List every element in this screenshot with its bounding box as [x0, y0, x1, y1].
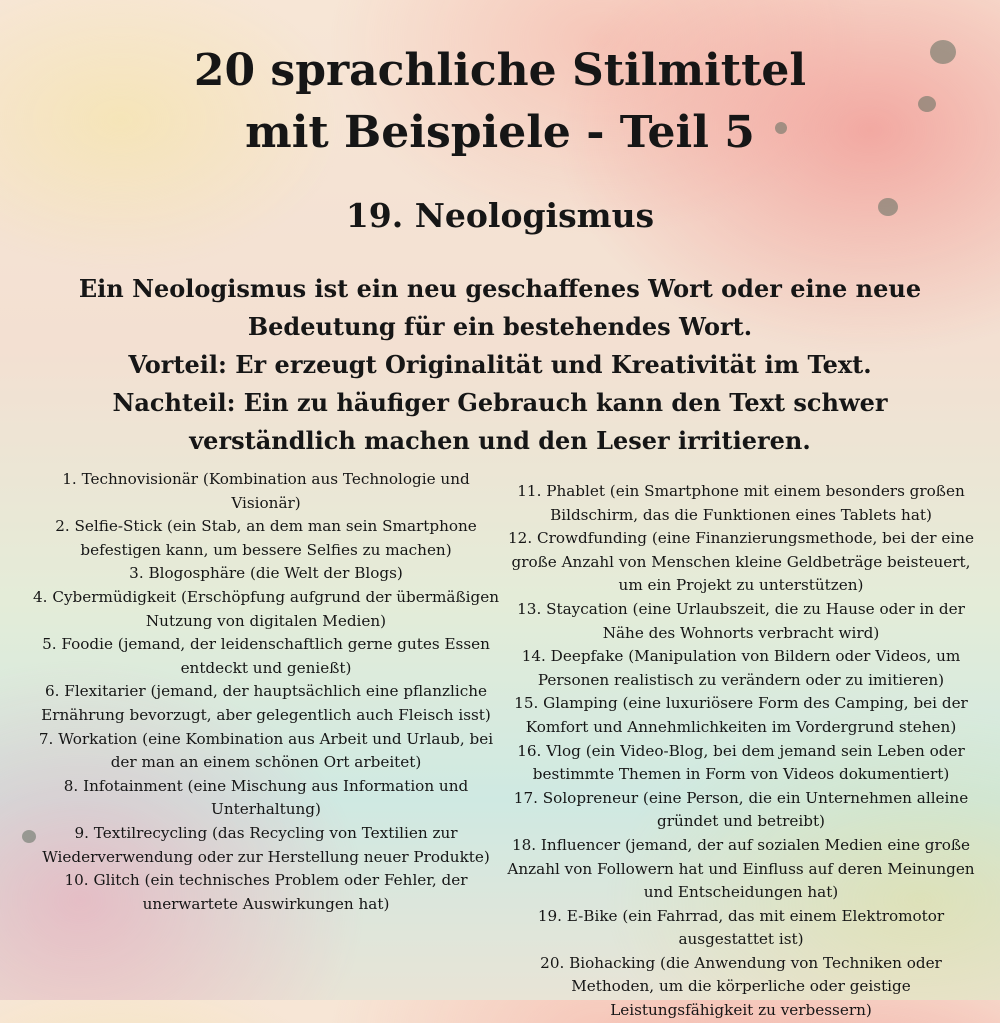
example-item: 5. Foodie (jemand, der leidenschaftlich gerne gutes Essen entdeckt und genießt)	[42, 635, 490, 677]
section-heading: 19. Neologismus	[345, 196, 655, 235]
example-item: 9. Textilrecycling (das Recycling von Textilien zur Wiederverwendung oder zur Herstellung neuer Produkte)	[42, 823, 490, 866]
definition-paragraph	[40, 270, 960, 460]
example-item: 13. Staycation (eine Urlaubszeit, die zu Hause oder in der Nähe des Wohnorts verbracht wird)	[517, 599, 965, 642]
example-item: 12. Crowdfunding (eine Finanzierungsmethode, bei der eine große Anzahl von Menschen kleine Geldbeträge beisteuert, um ein Projekt zu unterstützen)	[508, 529, 974, 595]
example-item: 15. Glamping (eine luxuriösere Form des Camping, bei der Komfort und Annehmlichkeiten im Vordergrund stehen)	[514, 694, 968, 736]
example-item: 7. Workation (eine Kombination aus Arbeit und Urlaub, bei der man an einem schönen Ort arbeitet)	[38, 729, 494, 772]
example-item: 11. Phablet (ein Smartphone mit einem besonders großen Bildschirm, das die Funktionen eines Tablets hat)	[517, 482, 965, 524]
example-item: 3. Blogosphäre (die Welt der Blogs)	[129, 564, 403, 583]
advantage-line: Vorteil: Er erzeugt Originalität und Kreativität im Text.	[128, 350, 872, 379]
page-title	[0, 40, 1000, 164]
example-item: 16. Vlog (ein Video-Blog, bei dem jemand sein Leben oder bestimmte Themen in Form von Videos dokumentiert)	[517, 741, 965, 784]
title-line-1: 20 sprachliche Stilmittel	[193, 45, 807, 96]
example-item: 17. Solopreneur (eine Person, die ein Unternehmen alleine gründet und betreibt)	[513, 788, 969, 831]
examples-list-right	[506, 480, 976, 1023]
disadvantage-line: Nachteil: Ein zu häufiger Gebrauch kann den Text schwer	[112, 388, 888, 417]
definition-line: Bedeutung für ein bestehendes Wort.	[247, 312, 753, 341]
example-item: 19. E-Bike (ein Fahrrad, das mit einem Elektromotor ausgestattet ist)	[537, 906, 945, 949]
disadvantage-line: verständlich machen und den Leser irritieren.	[189, 426, 811, 455]
example-item: 10. Glitch (ein technisches Problem oder Fehler, der unerwartete Auswirkungen hat)	[64, 871, 468, 913]
example-item: 18. Influencer (jemand, der auf sozialen Medien eine große Anzahl von Followern hat und Einfluss auf deren Meinungen und Entscheidungen hat)	[507, 835, 975, 902]
example-item: 20. Biohacking (die Anwendung von Techniken oder Methoden, um die körperliche oder geistige Leistungsfähigkeit zu verbessern)	[540, 953, 942, 1020]
example-item: 1. Technovisionär (Kombination aus Technologie und Visionär)	[62, 470, 470, 512]
examples-list-left	[28, 468, 504, 916]
title-line-2: mit Beispiele - Teil 5	[245, 107, 755, 158]
example-item: 8. Infotainment (eine Mischung aus Information und Unterhaltung)	[63, 776, 469, 819]
example-item: 2. Selfie-Stick (ein Stab, an dem man sein Smartphone befestigen kann, um bessere Selfies zu machen)	[55, 517, 477, 559]
definition-line: Ein Neologismus ist ein neu geschaffenes Wort oder eine neue	[78, 274, 922, 303]
example-item: 4. Cybermüdigkeit (Erschöpfung aufgrund der übermäßigen Nutzung von digitalen Medien)	[33, 587, 499, 630]
example-item: 14. Deepfake (Manipulation von Bildern oder Videos, um Personen realistisch zu verändern oder zu imitieren)	[521, 647, 961, 689]
example-item: 6. Flexitarier (jemand, der hauptsächlich eine pflanzliche Ernährung bevorzugt, aber gelegentlich auch Fleisch isst)	[41, 682, 491, 724]
